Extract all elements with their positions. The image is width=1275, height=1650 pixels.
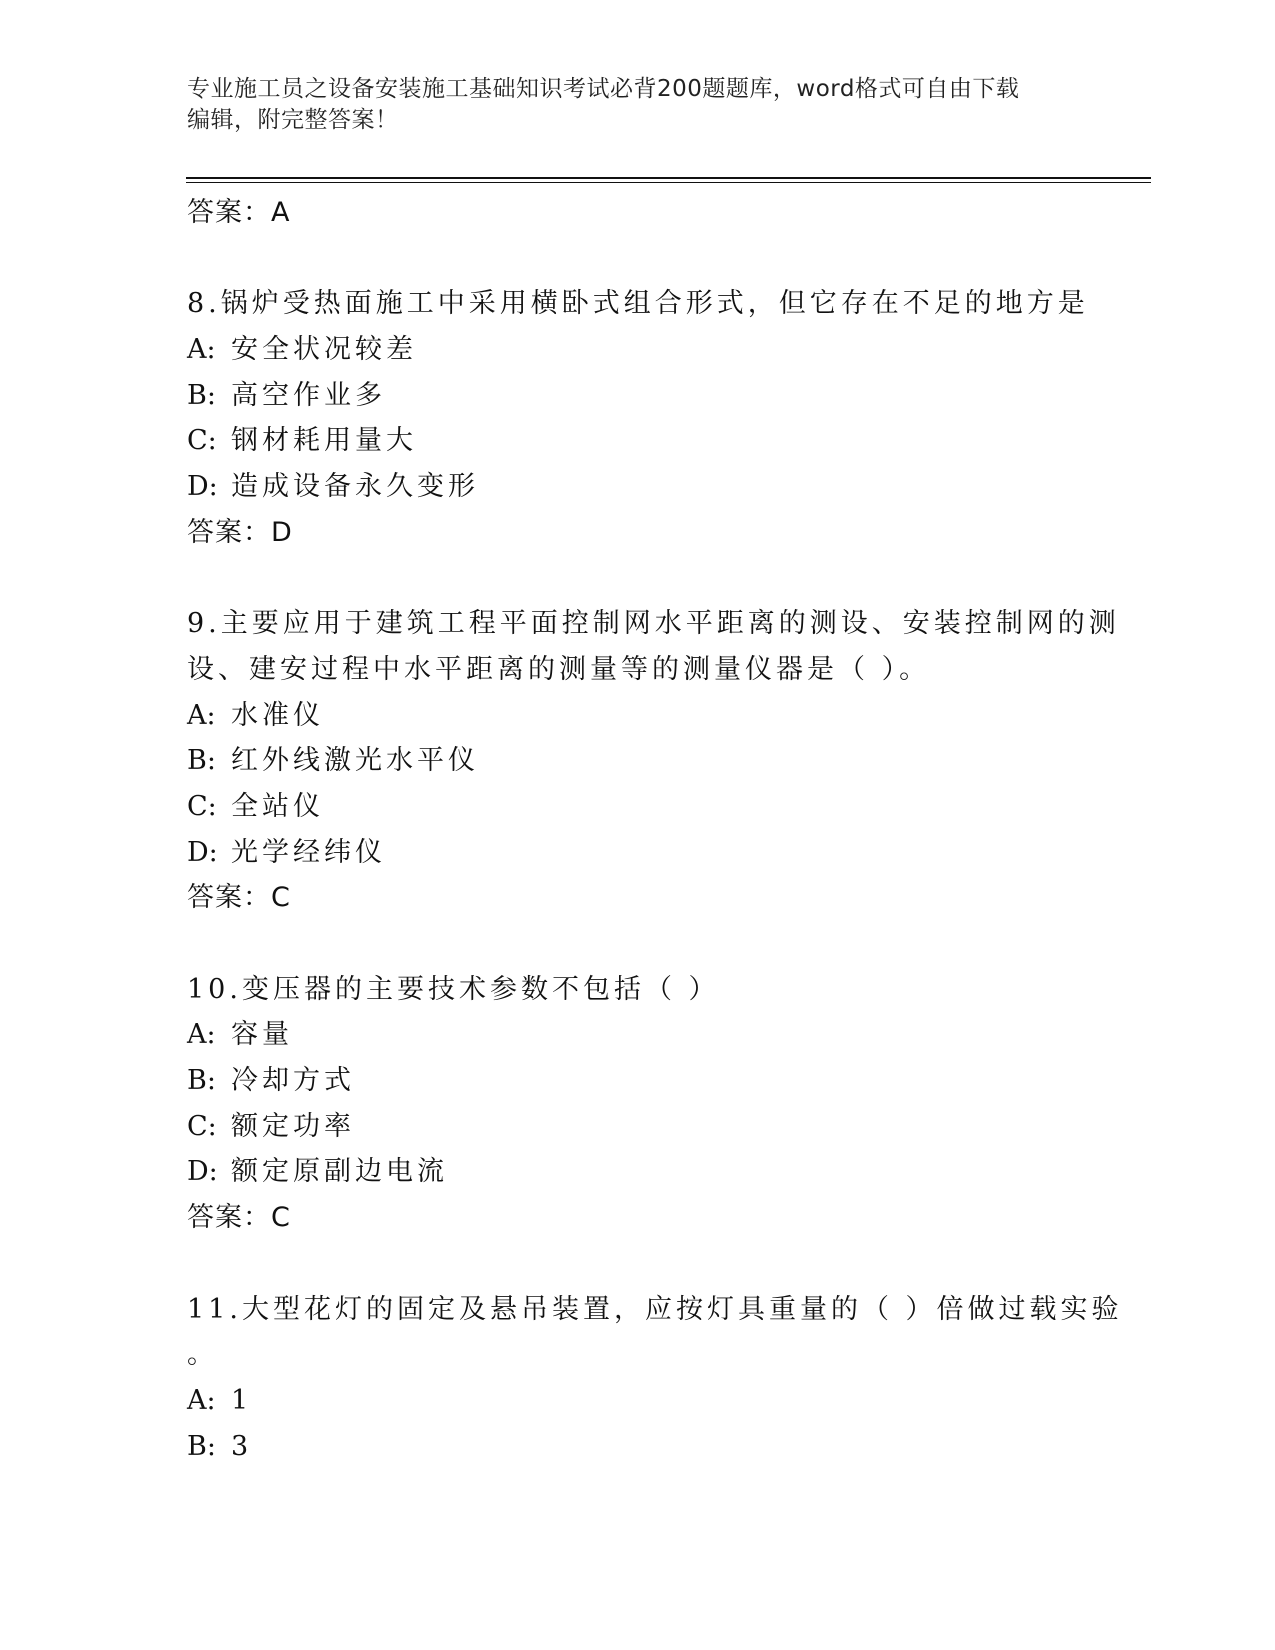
answer-line: 答案：C — [187, 882, 291, 914]
option-label: B: — [187, 379, 216, 411]
option-label: B: — [187, 1065, 216, 1097]
answer-line: 答案：C — [187, 1202, 291, 1234]
option-label: D: — [187, 471, 218, 503]
question-text: 8.锅炉受热面施工中采用横卧式组合形式，但它存在不足的地方是 — [187, 288, 1089, 320]
option-label: A: — [187, 699, 216, 731]
option-text: 1 — [231, 1384, 253, 1416]
question-list — [187, 190, 1147, 1469]
header-line-1: 专业施工员之设备安装施工基础知识考试必背200题题库，word格式可自由下载 — [187, 76, 1020, 102]
header-rule-thick — [186, 177, 1151, 179]
option-label: B: — [187, 1430, 216, 1462]
option-b — [187, 1058, 1147, 1104]
option-a — [187, 327, 1147, 373]
option-a — [187, 1378, 1147, 1424]
spacer — [187, 236, 1147, 282]
option-a — [187, 693, 1147, 739]
option-text: 红外线激光水平仪 — [231, 745, 479, 777]
option-label: A: — [187, 1384, 216, 1416]
header-line-2: 编辑，附完整答案！ — [187, 107, 399, 133]
question-text-cont: 设、建安过程中水平距离的测量等的测量仪器是（ ）。 — [187, 653, 931, 685]
option-text: 水准仪 — [231, 699, 324, 731]
option-d — [187, 464, 1147, 510]
question-text-cont: 。 — [187, 1339, 218, 1371]
option-label: C: — [187, 425, 217, 457]
answer-line: 答案：A — [187, 197, 291, 228]
option-text: 光学经纬仪 — [231, 836, 386, 868]
question-text: 11.大型花灯的固定及悬吊装置，应按灯具重量的（ ）倍做过载实验 — [187, 1293, 1123, 1325]
spacer — [187, 556, 1147, 602]
document-header — [187, 74, 1087, 136]
option-text: 额定原副边电流 — [231, 1156, 448, 1188]
option-label: C: — [187, 790, 217, 822]
option-c — [187, 418, 1147, 464]
option-text: 冷却方式 — [231, 1065, 355, 1097]
answer-line: 答案：D — [187, 516, 293, 548]
option-b — [187, 738, 1147, 784]
option-text: 3 — [231, 1430, 253, 1462]
option-a — [187, 1012, 1147, 1058]
spacer — [187, 921, 1147, 967]
option-d — [187, 1149, 1147, 1195]
option-label: B: — [187, 745, 216, 777]
option-text: 钢材耗用量大 — [231, 425, 417, 457]
option-label: D: — [187, 836, 218, 868]
option-label: C: — [187, 1110, 217, 1142]
option-text: 额定功率 — [231, 1110, 355, 1142]
header-rule-thin — [186, 182, 1151, 183]
option-text: 高空作业多 — [231, 379, 386, 411]
option-d — [187, 830, 1147, 876]
option-text: 安全状况较差 — [231, 334, 417, 366]
option-text: 造成设备永久变形 — [231, 471, 479, 503]
option-label: A: — [187, 1019, 216, 1051]
option-label: D: — [187, 1156, 218, 1188]
option-text: 容量 — [231, 1019, 293, 1051]
option-text: 全站仪 — [231, 790, 324, 822]
option-b — [187, 373, 1147, 419]
question-text: 10.变压器的主要技术参数不包括（ ） — [187, 973, 720, 1005]
option-c — [187, 784, 1147, 830]
question-text: 9.主要应用于建筑工程平面控制网水平距离的测设、安装控制网的测 — [187, 608, 1120, 640]
spacer — [187, 1241, 1147, 1287]
option-c — [187, 1104, 1147, 1150]
option-b — [187, 1424, 1147, 1470]
option-label: A: — [187, 334, 216, 366]
